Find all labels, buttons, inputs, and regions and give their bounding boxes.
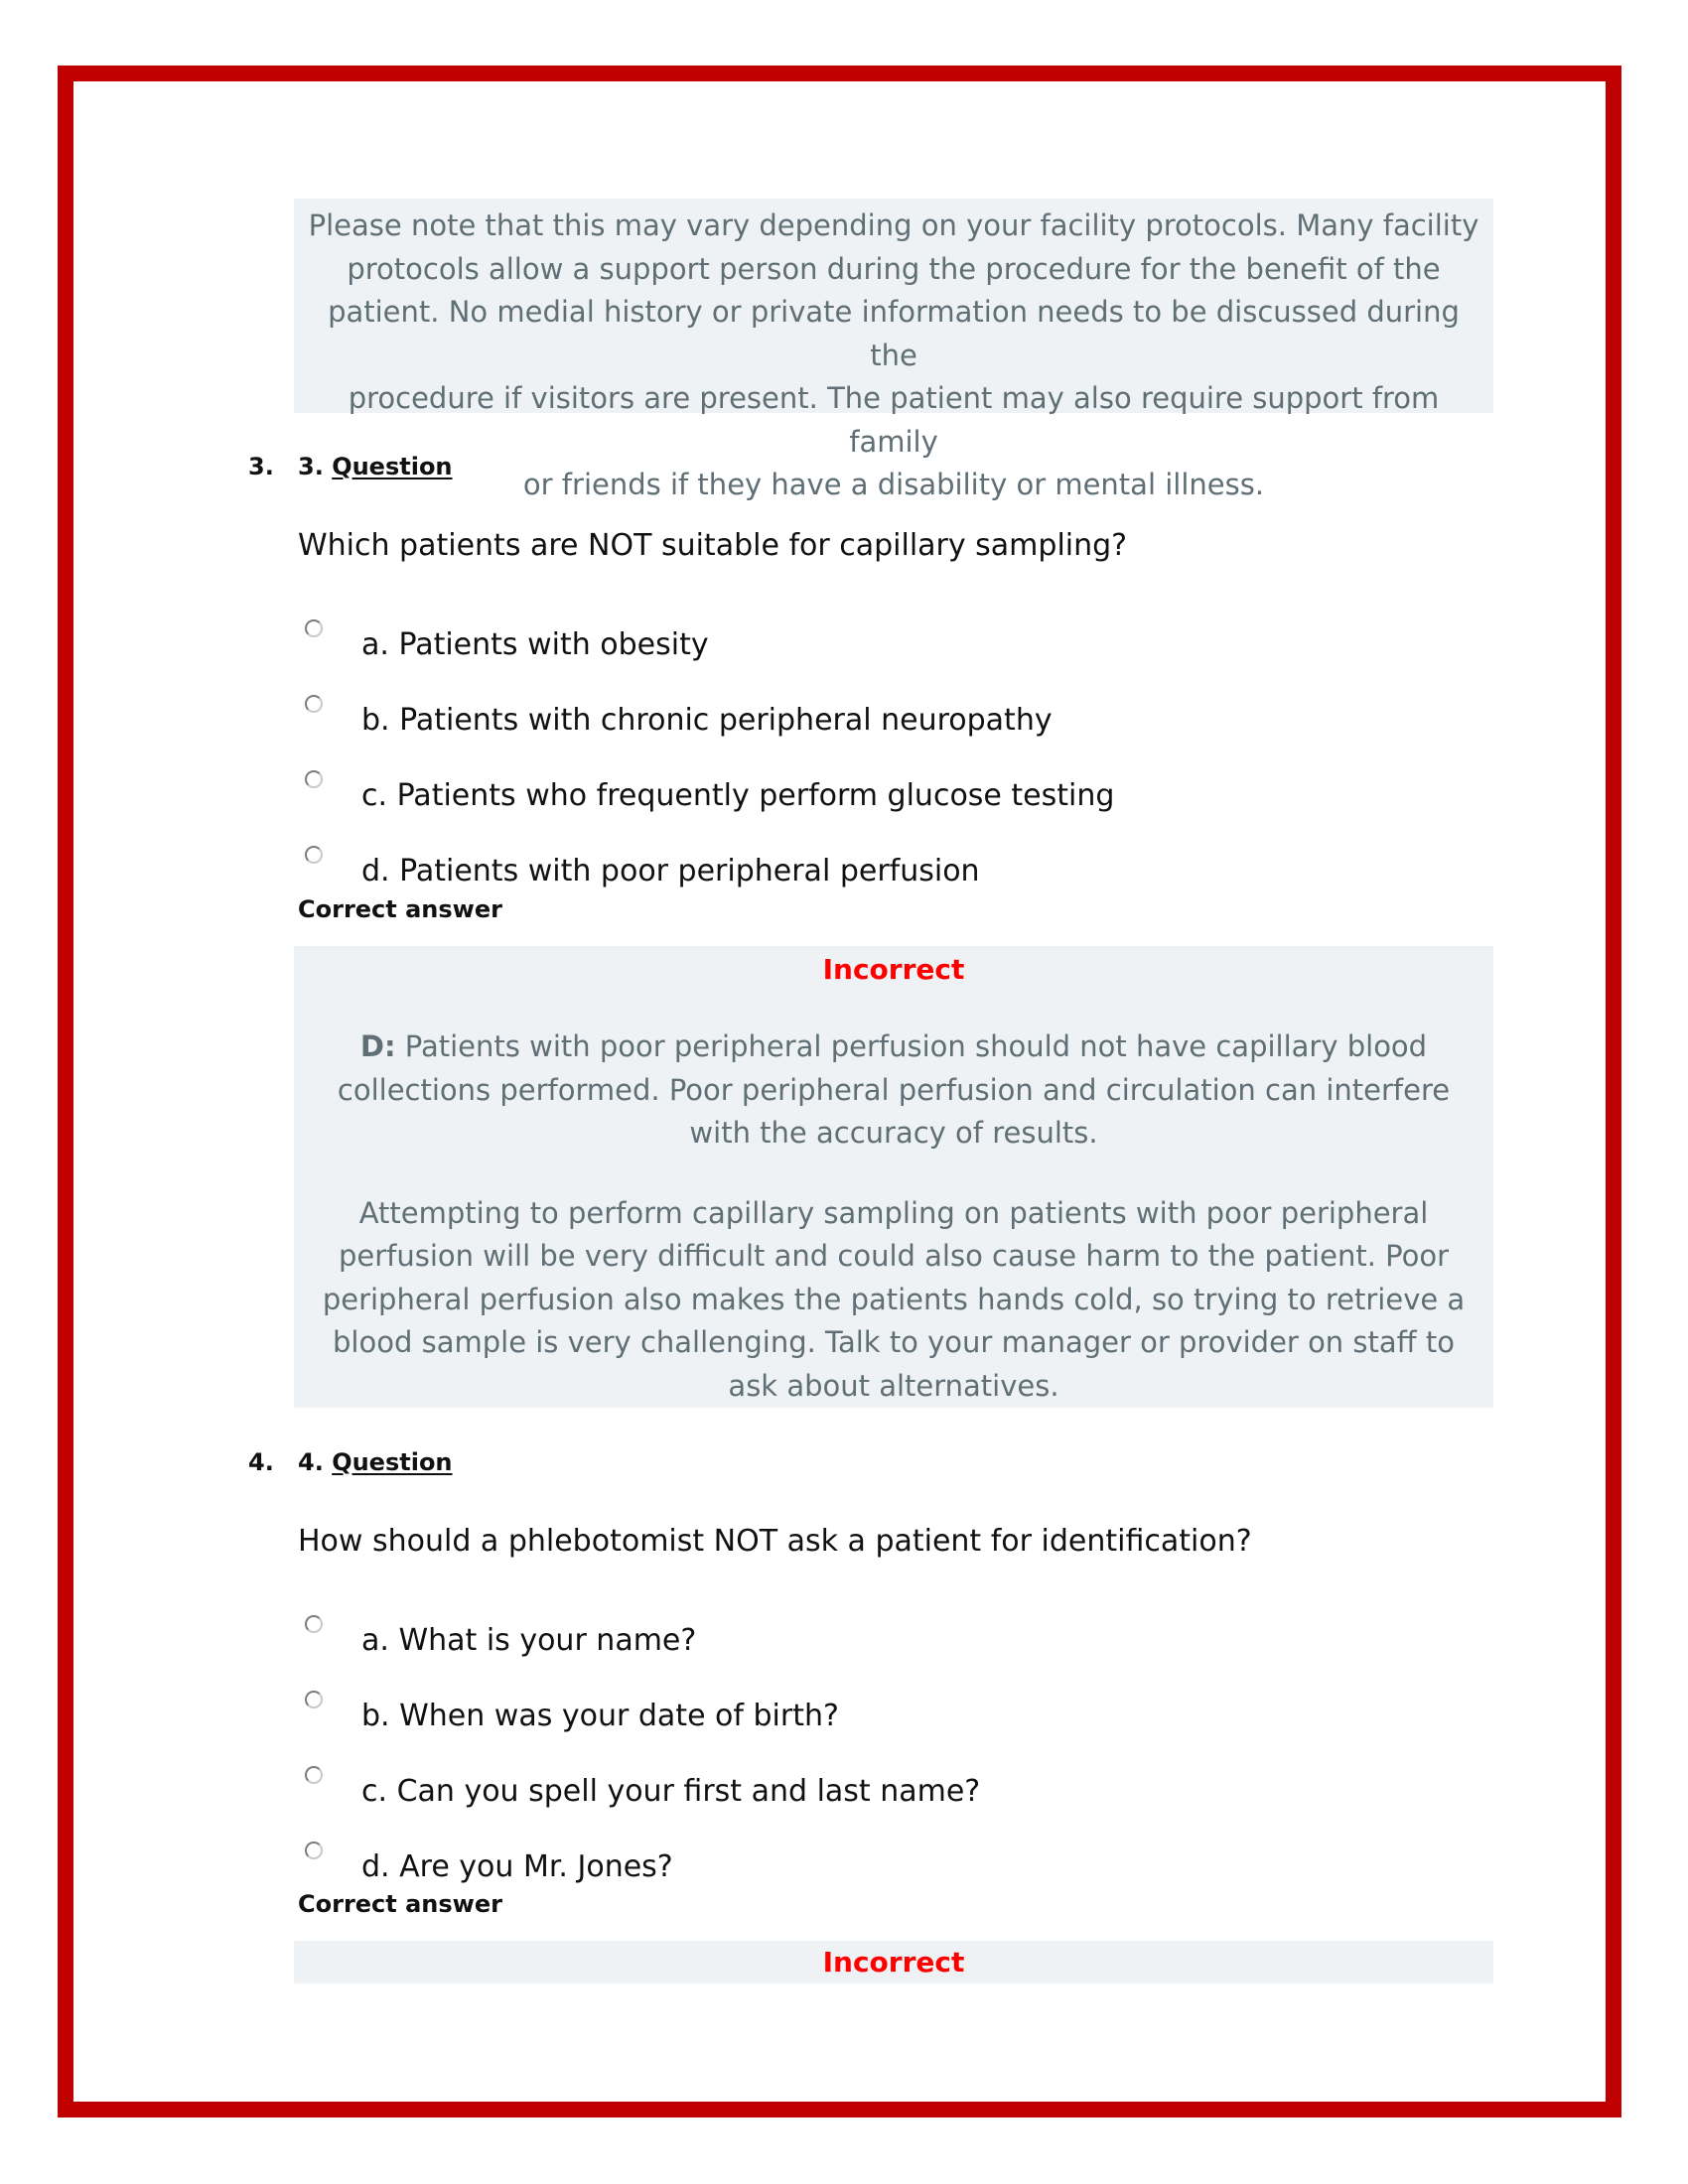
heading-word: Question — [332, 453, 453, 480]
option-label: a. Patients with obesity — [361, 627, 709, 662]
radio-button-icon[interactable] — [305, 1766, 323, 1784]
radio-button-icon[interactable] — [305, 770, 323, 788]
heading-number: 4. — [298, 1448, 324, 1476]
radio-button-icon[interactable] — [305, 846, 323, 864]
question-4-heading — [248, 1448, 453, 1476]
radio-button-icon[interactable] — [305, 1691, 323, 1708]
note-line: or friends if they have a disability or mental illness. — [522, 468, 1265, 501]
heading-word: Question — [332, 1448, 453, 1476]
question-title — [298, 1448, 453, 1476]
question-3-option-a[interactable] — [298, 619, 1390, 679]
question-title — [298, 453, 453, 480]
note-line: patient. No medial history or private information needs to be discussed during the — [328, 295, 1460, 372]
question-3-feedback — [294, 946, 1493, 1408]
list-number: 4. — [248, 1448, 274, 1476]
radio-button-icon[interactable] — [305, 1842, 323, 1859]
note-line: protocols allow a support person during the procedure for the benefit of the — [347, 251, 1441, 286]
question-3-option-b[interactable] — [298, 695, 1390, 754]
question-3-option-c[interactable] — [298, 770, 1390, 830]
correct-answer-label: Correct answer — [298, 1890, 502, 1918]
question-4-option-b[interactable] — [298, 1691, 1390, 1750]
question-4-option-a[interactable] — [298, 1615, 1390, 1675]
question-4-option-c[interactable] — [298, 1766, 1390, 1826]
option-label: b. Patients with chronic peripheral neuropathy — [361, 703, 1053, 738]
radio-button-icon[interactable] — [305, 619, 323, 637]
option-label: c. Can you spell your first and last name? — [361, 1774, 981, 1809]
feedback-paragraph-2: Attempting to perform capillary sampling on patients with poor peripheral perfusion will be very difficult and could also cause harm to the patient. Poor peripheral perfusion also makes the patients hands cold, so trying to retrieve a blood sample is very challenging. Talk to your manager or provider on staff to ask about alternatives. — [322, 1195, 1466, 1403]
option-label: d. Are you Mr. Jones? — [361, 1849, 673, 1884]
note-line: procedure if visitors are present. The patient may also require support from family — [348, 381, 1440, 459]
radio-button-icon[interactable] — [305, 695, 323, 713]
question-4-feedback — [294, 1941, 1493, 1983]
option-label: b. When was your date of birth? — [361, 1699, 839, 1733]
list-number: 3. — [248, 453, 274, 480]
option-label: c. Patients who frequently perform glucose testing — [361, 778, 1115, 813]
correct-answer-label: Correct answer — [298, 895, 502, 923]
option-label: d. Patients with poor peripheral perfusion — [361, 854, 980, 888]
question-3-text: Which patients are NOT suitable for capillary sampling? — [298, 528, 1128, 563]
answer-letter: D: — [359, 1029, 396, 1063]
feedback-paragraph-1 — [308, 1025, 1479, 1156]
verdict-incorrect: Incorrect — [822, 953, 965, 986]
question-3-heading — [248, 453, 453, 480]
option-label: a. What is your name? — [361, 1623, 697, 1658]
feedback-text: Patients with poor peripheral perfusion should not have capillary blood collections performed. Poor peripheral perfusion and circulation can interfere with the accuracy of results. — [337, 1029, 1451, 1150]
note-line: Please note that this may vary depending on your facility protocols. Many facility — [308, 208, 1479, 242]
verdict-incorrect: Incorrect — [822, 1946, 965, 1979]
radio-button-icon[interactable] — [305, 1615, 323, 1633]
question-4-text: How should a phlebotomist NOT ask a patient for identification? — [298, 1524, 1252, 1559]
heading-number: 3. — [298, 453, 324, 480]
